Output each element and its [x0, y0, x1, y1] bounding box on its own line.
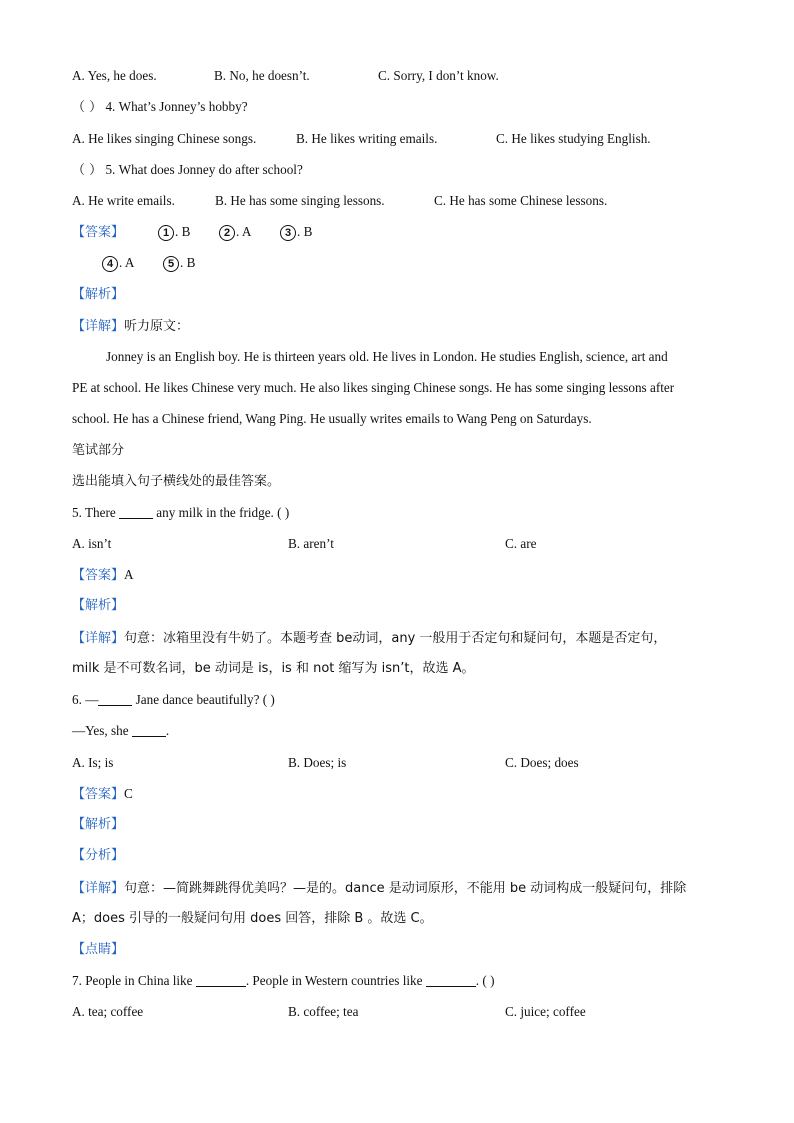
- q5w-detail: 【详解】句意：冰箱里没有牛奶了。本题考查 be动词，any 一般用于否定句和疑问句，本题是否定句，: [72, 631, 667, 646]
- q6-option-a: A. Is; is: [72, 755, 114, 770]
- answer-blank: [132, 724, 166, 737]
- transcript-line: school. He has a Chinese friend, Wang Ping. He usually writes emails to Wang Peng on Saturdays.: [72, 411, 592, 426]
- answer-item-3: 3 . B: [280, 223, 312, 241]
- answer-row-1: [72, 223, 124, 242]
- q5w-option-a: A. isn’t: [72, 536, 112, 551]
- circled-number: 1: [158, 225, 174, 241]
- q6-question: 6. — Jane dance beautifully? ( ): [72, 692, 275, 707]
- circled-number: 5: [163, 256, 179, 272]
- answer-blank: [98, 693, 132, 706]
- answer-item-4: 4 . A: [102, 254, 134, 272]
- answer-blank: [426, 974, 476, 987]
- q5-paren: （ ）: [72, 163, 103, 178]
- analysis-label: 【解析】: [72, 287, 125, 302]
- q6-fenxi-label: 【分析】: [72, 848, 125, 863]
- q6-option-c: C. Does; does: [505, 755, 579, 770]
- answer-item-2: 2 . A: [219, 223, 251, 241]
- q7-question: 7. People in China like . People in Western countries like . ( ): [72, 973, 495, 988]
- q7-option-c: C. juice; coffee: [505, 1004, 586, 1019]
- q5-option-b: B. He has some singing lessons.: [215, 193, 385, 208]
- answer-label: 【答案】: [72, 225, 125, 240]
- section-title: 笔试部分: [72, 443, 125, 458]
- q4-question: [72, 98, 248, 117]
- q5-option-a: A. He write emails.: [72, 193, 175, 208]
- q6-analysis-label: 【解析】: [72, 817, 125, 832]
- answer-blank: [196, 974, 246, 987]
- q5-option-c: C. He has some Chinese lessons.: [434, 193, 608, 208]
- instruction: 选出能填入句子横线处的最佳答案。: [72, 474, 281, 489]
- transcript-line: PE at school. He likes Chinese very much. He also likes singing Chinese songs. He has some singing lessons after: [72, 380, 675, 395]
- detail-label: 【详解】: [72, 319, 125, 334]
- q6-option-b: B. Does; is: [288, 755, 347, 770]
- detail-heading: 【详解】听力原文：: [72, 319, 190, 334]
- transcript-line: Jonney is an English boy. He is thirteen years old. He lives in London. He studies English, science, art and: [106, 349, 668, 364]
- q5-question: [72, 161, 303, 180]
- q4-paren: （ ）: [72, 100, 103, 115]
- q5w-option-b: B. aren’t: [288, 536, 334, 551]
- q6-answer: 【答案】C: [72, 786, 133, 802]
- q5w-analysis-label: 【解析】: [72, 598, 125, 613]
- q4-option-c: C. He likes studying English.: [496, 131, 651, 146]
- q5w-option-c: C. are: [505, 536, 537, 551]
- circled-number: 3: [280, 225, 296, 241]
- q7-option-b: B. coffee; tea: [288, 1004, 359, 1019]
- q6-detail: 【详解】句意：—简跳舞跳得优美吗？—是的。dance 是动词原形，不能用 be 动词构成一般疑问句，排除: [72, 881, 687, 896]
- answer-blank: [119, 506, 153, 519]
- q3-option-a: A. Yes, he does.: [72, 68, 157, 83]
- q3-option-c: C. Sorry, I don’t know.: [378, 68, 499, 83]
- q6-detail-line2: A；does 引导的一般疑问句用 does 回答，排除 B 。故选 C。: [72, 911, 433, 926]
- q5w-question: 5. There any milk in the fridge. ( ): [72, 505, 290, 520]
- answer-item-1: 1 . B: [158, 223, 190, 241]
- q5-stem: 5. What does Jonney do after school?: [105, 162, 303, 177]
- q6-reply: —Yes, she .: [72, 723, 170, 738]
- q5w-detail-line2: milk 是不可数名词，be 动词是 is，is 和 not 缩写为 isn’t，故选 A。: [72, 661, 475, 676]
- answer-item-5: 5 . B: [163, 254, 195, 272]
- q4-option-a: A. He likes singing Chinese songs.: [72, 131, 257, 146]
- circled-number: 4: [102, 256, 118, 272]
- q5w-answer: 【答案】A: [72, 567, 134, 583]
- q4-option-b: B. He likes writing emails.: [296, 131, 438, 146]
- q3-option-b: B. No, he doesn’t.: [214, 68, 310, 83]
- q4-stem: 4. What’s Jonney’s hobby?: [105, 99, 248, 114]
- q6-dianjing-label: 【点睛】: [72, 942, 125, 957]
- circled-number: 2: [219, 225, 235, 241]
- q7-option-a: A. tea; coffee: [72, 1004, 144, 1019]
